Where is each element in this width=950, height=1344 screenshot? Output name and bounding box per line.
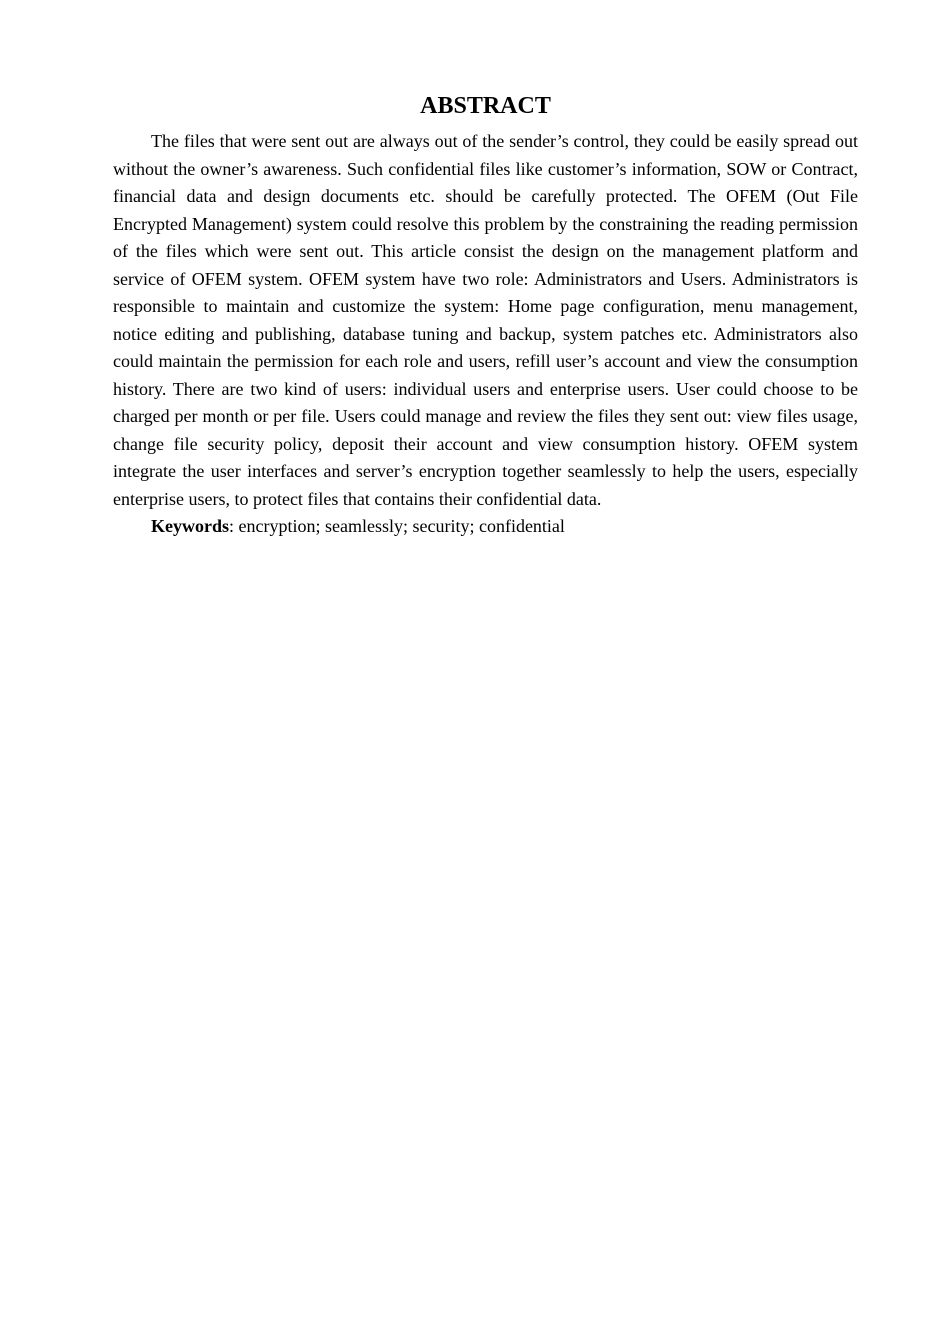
abstract-title: ABSTRACT: [420, 93, 551, 119]
abstract-body: The files that were sent out are always out of the sender’s control, they could be easily spread out without the owner’s awareness. Such confidential files like customer’s information, SOW or Contract, financial data and design documents etc. should be carefully protected. The OFEM (Out File Encrypted Management) system could resolve this problem by the constraining the reading permission of the files which were sent out. This article consist the design on the management platform and service of OFEM system. OFEM system have two role: Administrators and Users. Administrators is responsible to maintain and customize the system: Home page configuration, menu management, notice editing and publishing, database tuning and backup, system patches etc. Administrators also could maintain the permission for each role and users, refill user’s account and view the consumption history. There are two kind of users: individual users and enterprise users. User could choose to be charged per month or per file. Users could manage and review the files they sent out: view files usage, change file security policy, deposit their account and view consumption history. OFEM system integrate the user interfaces and server’s encryption together seamlessly to help the users, especially enterprise users, to protect files that contains their confidential data.: [113, 131, 858, 509]
keywords-text: encryption; seamlessly; security; confidential: [238, 516, 565, 536]
keywords-label: Keywords: [151, 516, 229, 536]
abstract-page: [113, 90, 858, 541]
keywords-line: [113, 513, 858, 541]
keywords-separator: :: [229, 516, 239, 536]
